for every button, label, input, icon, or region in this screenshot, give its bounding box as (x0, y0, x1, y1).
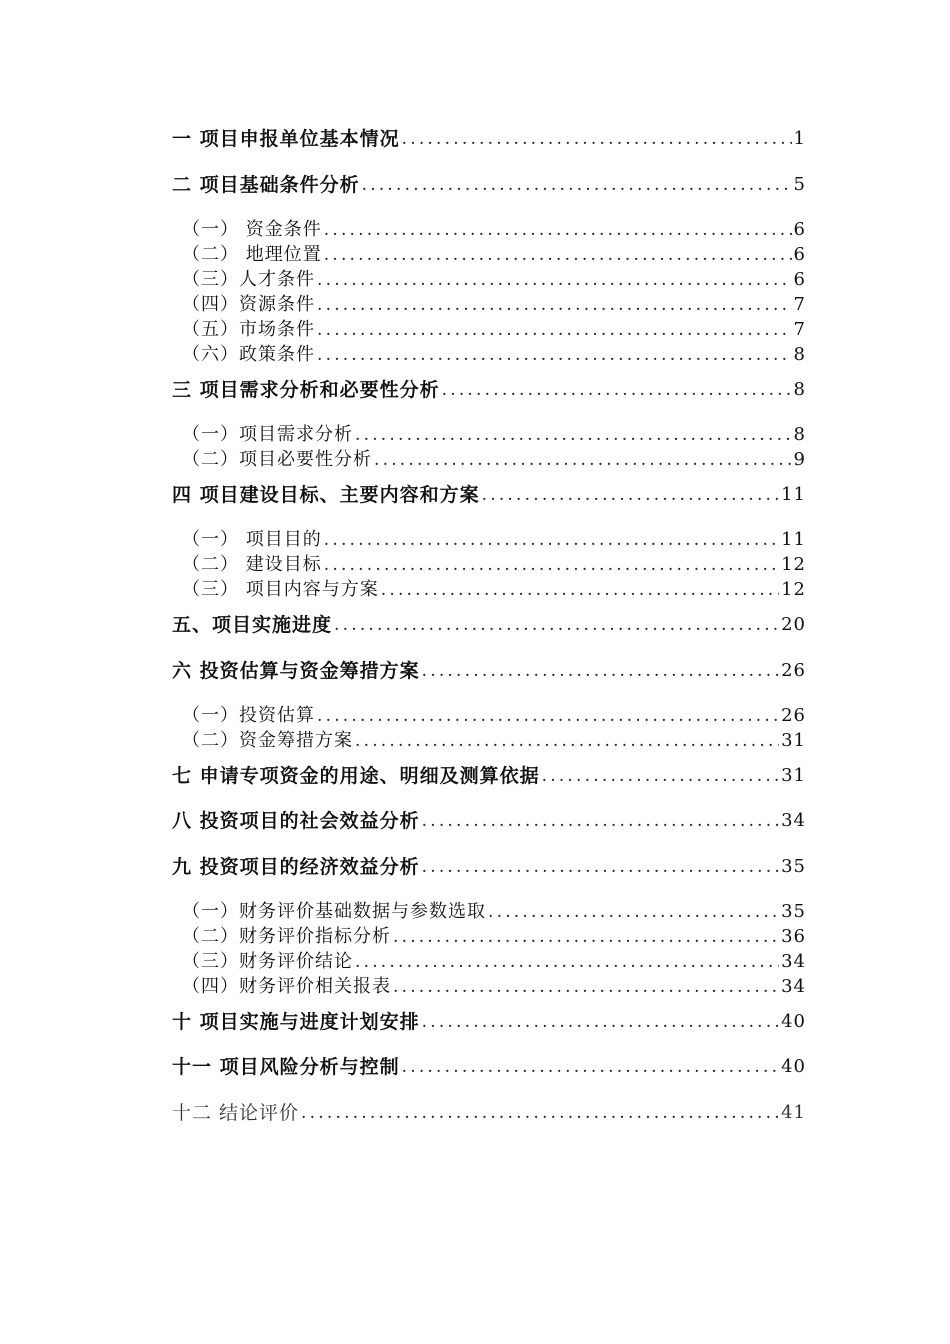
toc-entry-section-2-5[interactable] (182, 315, 806, 341)
toc-entry-section-6[interactable] (172, 656, 806, 682)
dot-leader (355, 730, 779, 752)
toc-entry-section-4[interactable] (172, 480, 806, 506)
toc-entry-label: （三）财务评价结论 (182, 951, 353, 972)
toc-entry-page: 31 (781, 730, 806, 751)
dot-leader (422, 856, 779, 878)
toc-entry-page: 12 (781, 579, 806, 600)
toc-entry-page: 8 (793, 424, 806, 445)
toc-entry-page: 41 (781, 1102, 806, 1123)
toc-entry-page: 6 (793, 269, 806, 290)
toc-entry-page: 36 (781, 926, 806, 947)
toc-entry-page: 7 (793, 294, 806, 315)
dot-leader (482, 484, 779, 506)
dot-leader (488, 901, 779, 923)
toc-entry-section-2-4[interactable] (182, 290, 806, 316)
toc-entry-page: 40 (781, 1056, 806, 1077)
dot-leader (324, 244, 792, 266)
toc-entry-page: 26 (781, 705, 806, 726)
toc-entry-label: 三 项目需求分析和必要性分析 (172, 379, 440, 401)
dot-leader (301, 1102, 779, 1124)
toc-entry-section-3-2[interactable] (182, 445, 806, 471)
dot-leader (324, 529, 779, 551)
toc-entry-section-2[interactable] (172, 170, 806, 196)
toc-entry-section-9-4[interactable] (182, 972, 806, 998)
toc-entry-label: （四）资源条件 (182, 294, 315, 315)
toc-entry-page: 8 (793, 379, 806, 400)
toc-entry-label: （四）财务评价相关报表 (182, 976, 391, 997)
dot-leader (402, 1056, 779, 1078)
toc-entry-page: 12 (781, 554, 806, 575)
toc-entry-label: （二） 地理位置 (182, 244, 322, 265)
toc-entry-section-1[interactable] (172, 124, 806, 150)
toc-entry-page: 26 (781, 660, 806, 681)
toc-entry-section-10[interactable] (172, 1007, 806, 1033)
dot-leader (324, 219, 792, 241)
dot-leader (362, 174, 792, 196)
toc-entry-label: 十一 项目风险分析与控制 (172, 1056, 400, 1078)
dot-leader (381, 579, 779, 601)
toc-entry-label: 二 项目基础条件分析 (172, 174, 360, 196)
toc-entry-label: （六）政策条件 (182, 344, 315, 365)
toc-entry-label: 十 项目实施与进度计划安排 (172, 1011, 420, 1033)
toc-entry-label: （一）项目需求分析 (182, 424, 353, 445)
toc-entry-section-11[interactable] (172, 1052, 806, 1078)
toc-entry-label: 五、项目实施进度 (172, 614, 333, 636)
dot-leader (393, 976, 779, 998)
toc-entry-page: 11 (781, 529, 806, 550)
toc-entry-section-2-3[interactable] (182, 265, 806, 291)
toc-entry-label: 六 投资估算与资金筹措方案 (172, 660, 420, 682)
toc-entry-section-5[interactable] (172, 610, 806, 636)
dot-leader (317, 344, 792, 366)
toc-entry-label: （三） 项目内容与方案 (182, 579, 379, 600)
toc-entry-section-4-3[interactable] (182, 575, 806, 601)
toc-entry-section-9-1[interactable] (182, 897, 806, 923)
dot-leader (334, 614, 779, 636)
toc-entry-label: （二）财务评价指标分析 (182, 926, 391, 947)
toc-entry-page: 34 (781, 951, 806, 972)
toc-entry-page: 20 (781, 614, 806, 635)
toc-entry-page: 34 (781, 810, 806, 831)
dot-leader (393, 926, 779, 948)
toc-entry-label: 四 项目建设目标、主要内容和方案 (172, 484, 480, 506)
toc-entry-section-2-6[interactable] (182, 340, 806, 366)
toc-entry-section-6-1[interactable] (182, 701, 806, 727)
toc-entry-section-9-3[interactable] (182, 947, 806, 973)
toc-entry-section-2-2[interactable] (182, 240, 806, 266)
toc-entry-section-7[interactable] (172, 761, 806, 787)
toc-entry-label: （三）人才条件 (182, 269, 315, 290)
toc-entry-label: （一）投资估算 (182, 705, 315, 726)
dot-leader (317, 705, 779, 727)
toc-entry-section-2-1[interactable] (182, 215, 806, 241)
toc-entry-section-3[interactable] (172, 375, 806, 401)
toc-entry-section-4-1[interactable] (182, 525, 806, 551)
dot-leader (355, 951, 779, 973)
toc-entry-label: 七 申请专项资金的用途、明细及测算依据 (172, 765, 540, 787)
toc-entry-label: （一） 项目目的 (182, 529, 322, 550)
toc-entry-section-12[interactable] (172, 1098, 806, 1124)
dot-leader (317, 319, 792, 341)
toc-entry-label: （五）市场条件 (182, 319, 315, 340)
dot-leader (355, 424, 792, 446)
toc-entry-label: （一） 资金条件 (182, 219, 322, 240)
dot-leader (317, 269, 792, 291)
toc-entry-label: 十二 结论评价 (172, 1102, 300, 1124)
toc-entry-section-8[interactable] (172, 806, 806, 832)
toc-entry-page: 11 (781, 484, 806, 505)
dot-leader (442, 379, 792, 401)
toc-entry-label: （二）资金筹措方案 (182, 730, 353, 751)
toc-entry-page: 1 (793, 128, 806, 149)
toc-entry-section-9-2[interactable] (182, 922, 806, 948)
toc-entry-page: 40 (781, 1011, 806, 1032)
toc-entry-label: （二） 建设目标 (182, 554, 322, 575)
toc-entry-page: 8 (793, 344, 806, 365)
toc-entry-label: 一 项目申报单位基本情况 (172, 128, 400, 150)
toc-entry-page: 6 (793, 244, 806, 265)
dot-leader (422, 810, 779, 832)
toc-entry-page: 35 (781, 901, 806, 922)
dot-leader (374, 449, 792, 471)
toc-entry-label: （一）财务评价基础数据与参数选取 (182, 901, 486, 922)
dot-leader (324, 554, 779, 576)
dot-leader (422, 660, 779, 682)
dot-leader (542, 765, 779, 787)
dot-leader (402, 128, 792, 150)
toc-entry-page: 35 (781, 856, 806, 877)
toc-entry-section-6-2[interactable] (182, 726, 806, 752)
toc-entry-section-4-2[interactable] (182, 550, 806, 576)
toc-entry-label: 八 投资项目的社会效益分析 (172, 810, 420, 832)
toc-entry-label: （二）项目必要性分析 (182, 449, 372, 470)
toc-entry-page: 6 (793, 219, 806, 240)
dot-leader (422, 1011, 779, 1033)
dot-leader (317, 294, 792, 316)
toc-entry-page: 31 (781, 765, 806, 786)
toc-entry-page: 9 (793, 449, 806, 470)
toc-entry-section-3-1[interactable] (182, 420, 806, 446)
toc-entry-page: 34 (781, 976, 806, 997)
toc-entry-label: 九 投资项目的经济效益分析 (172, 856, 420, 878)
toc-entry-section-9[interactable] (172, 852, 806, 878)
toc-entry-page: 7 (793, 319, 806, 340)
toc-entry-page: 5 (793, 174, 806, 195)
